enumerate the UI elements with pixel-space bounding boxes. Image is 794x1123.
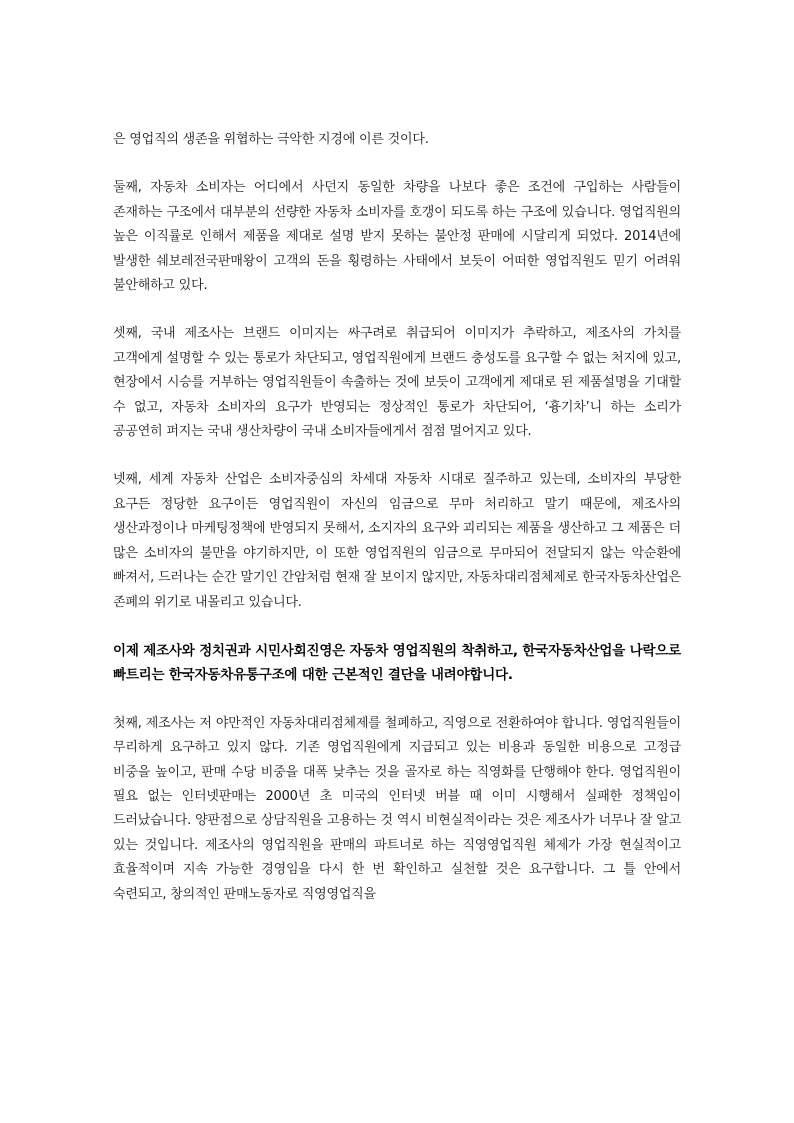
- paragraph-first-demand: 첫째, 제조사는 저 야만적인 자동차대리점체제를 철폐하고, 직영으로 전환하여야 합니다. 영업직원들이 무리하게 요구하고 있지 않다. 기존 영업직원에게 지급되고 있는 비용과 동일한 비용으로 고정급 비중을 높이고, 판매 수당 비중을 대폭 낮추는 것을 골자로 하는 직영화를 단행해야 한다. 영업직원이 필요 없는 인터넷판매는 2000년 초 미국의 인터넷 버블 때 이미 시행해서 실패한 정책임이 드러났습니다. 양판점으로 상담직원을 고용하는 것 역시 비현실적이라는 것은 제조사가 너무나 잘 알고 있는 것입니다. 제조사의 영업직원을 판매의 파트너로 하는 직영영업직원 체제가 가장 현실적이고 효율적이며 지속 가능한 경영임을 다시 한 번 확인하고 실천할 것은 요구합니다. 그 틀 안에서 숙련되고, 창의적인 판매노동자로 직영영업직을: [113, 715, 681, 902]
- document-body: [113, 128, 681, 931]
- paragraph-intro-end: 은 영업직의 생존을 위협하는 극악한 지경에 이른 것이다.: [113, 132, 429, 147]
- paragraph-demand-statement: 이제 제조사와 정치권과 시민사회진영은 자동차 영업직원의 착취하고, 한국자동차산업을 나락으로 빠트리는 한국자동차유통구조에 대한 근본적인 결단을 내려야합니다.: [113, 642, 681, 684]
- paragraph-fourth-point: 넷째, 세계 자동차 산업은 소비자중심의 차세대 자동차 시대로 질주하고 있는데, 소비자의 부당한 요구든 정당한 요구이든 영업직원이 자신의 임금으로 무마 처리하고 말기 때문에, 제조사의 생산과정이나 마케팅정책에 반영되지 못해서, 소지자의 요구와 괴리되는 제품을 생산하고 그 제품은 더 많은 소비자의 불만을 야기하지만, 이 또한 영업직원의 임금으로 무마되어 전달되지 않는 악순환에 빠져서, 드러나는 순간 말기인 간암처럼 현재 잘 보이지 않지만, 자동차대리점체제로 한국자동차산업은 존폐의 위기로 내몰리고 있습니다.: [113, 472, 681, 610]
- paragraph-third-point: 셋째, 국내 제조사는 브랜드 이미지는 싸구려로 취급되어 이미지가 추락하고, 제조사의 가치를 고객에게 설명할 수 있는 통로가 차단되고, 영업직원에게 브랜드 충성도를 요구할 수 없는 처지에 있고, 현장에서 시승를 거부하는 영업직원들이 속출하는 것에 보듯이 고객에게 제대로 된 제품설명을 기대할 수 없고, 자동차 소비자의 요구가 반영되는 정상적인 통로가 차단되어, ‘흉기차’니 하는 소리가 공공연히 퍼지는 국내 생산차량이 국내 소비자들에게서 점점 멀어지고 있다.: [113, 326, 681, 440]
- paragraph-second-point: 둘째, 자동차 소비자는 어디에서 사던지 동일한 차량을 나보다 좋은 조건에 구입하는 사람들이 존재하는 구조에서 대부분의 선량한 자동차 소비자를 호갱이 되도록 하는 구조에 있습니다. 영업직원의 높은 이직률로 인해서 제품을 제대로 설명 받지 못하는 불안정 판매에 시달리게 되었다. 2014년에 발생한 쉐보레전국판매왕이 고객의 돈을 횡령하는 사태에서 보듯이 어떠한 영업직원도 믿기 어려워 불안해하고 있다.: [113, 180, 681, 294]
